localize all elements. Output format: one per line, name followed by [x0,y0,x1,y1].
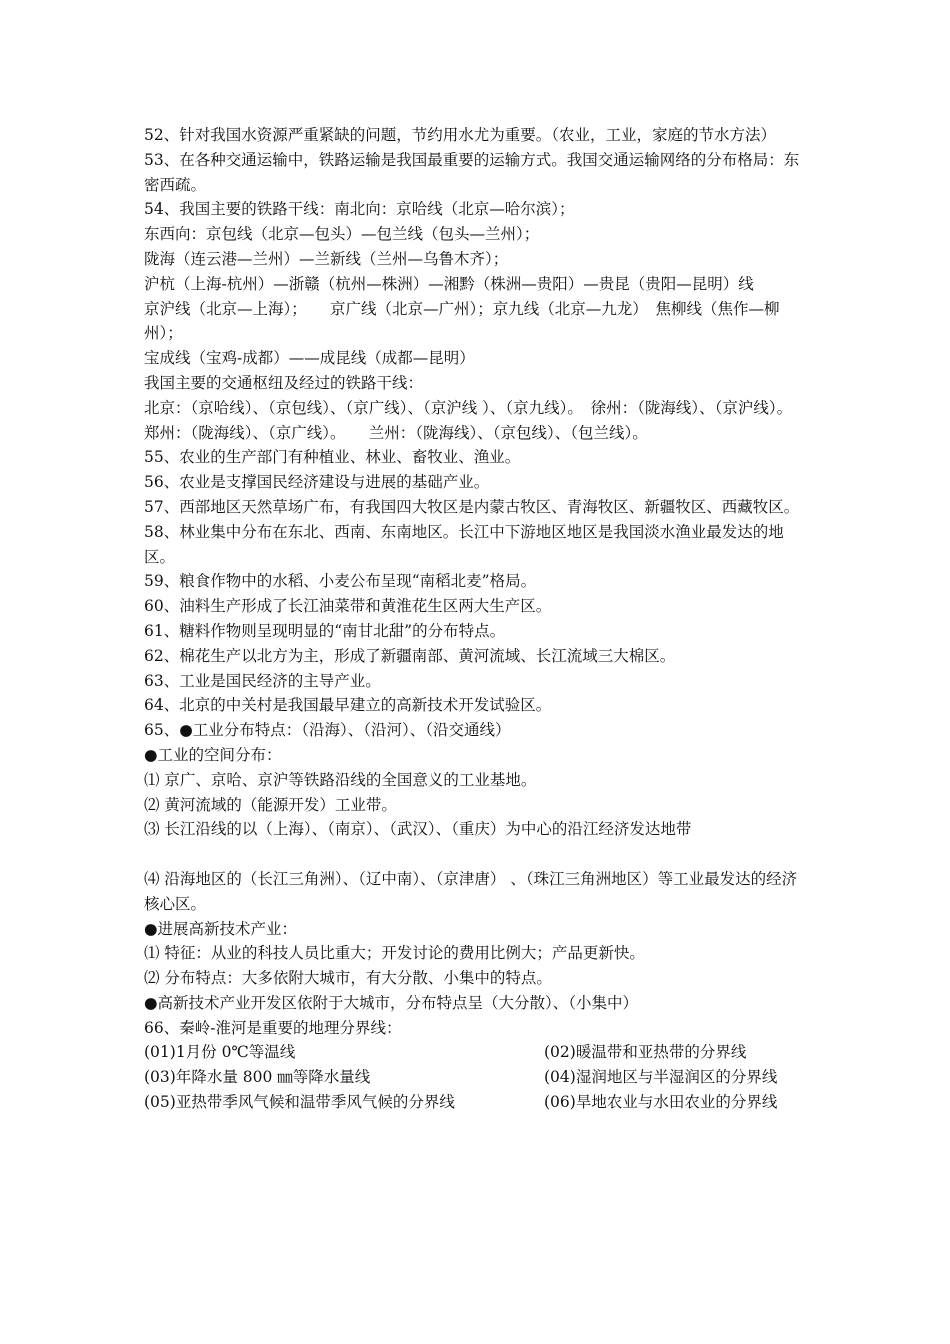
item-57: 57、西部地区天然草场广布，有我国四大牧区是内蒙古牧区、青海牧区、新疆牧区、西藏牧区。 [144,497,800,516]
boundary-item: (01)1月份 0℃等温线 [144,1043,296,1062]
item-52: 52、针对我国水资源严重紧缺的问题，节约用水尤为重要。（农业，工业，家庭的节水方法） [144,126,776,144]
blank-line [144,842,809,867]
industry-spatial-4: ⑷ 沿海地区的（长江三角洲）、（辽中南）、（京津唐） 、（珠江三角洲地区）等工业最发达的经济核心区。 [144,869,798,913]
railway-longhai: 陇海（连云港—兰州）—兰新线（兰州—乌鲁木齐）； [144,249,509,268]
hightech-zone: ●高新技术产业开发区依附于大城市，分布特点呈（大分散）、（小集中） [144,993,639,1012]
item-54: 54、我国主要的铁路干线：南北向：京哈线（北京—哈尔滨）； [144,200,575,219]
item-60: 60、油料生产形成了长江油菜带和黄淮花生区两大生产区。 [144,597,552,616]
railway-east-west: 东西向：京包线（北京—包头）—包兰线（包头—兰州）； [144,225,540,244]
boundary-item: (06)旱地农业与水田农业的分界线 [544,1093,778,1112]
boundary-item: (02)暖温带和亚热带的分界线 [544,1043,747,1062]
item-61: 61、糖料作物则呈现明显的“南甘北甜”的分布特点。 [144,621,506,640]
item-56: 56、农业是支撑国民经济建设与进展的基础产业。 [144,473,490,492]
railway-huhang: 沪杭（上海-杭州）—浙赣（杭州—株洲）—湘黔（株洲—贵阳）—贵昆（贵阳—昆明）线 [144,274,754,293]
document-body [144,123,809,1115]
item-65: 65、●工业分布特点：（沿海）、（沿河）、（沿交通线） [144,721,511,740]
item-58: 58、林业集中分布在东北、西南、东南地区。长江中下游地区地区是我国淡水渔业最发达的地区。 [144,522,784,566]
industry-spatial-2: ⑵ 黄河流域的（能源开发）工业带。 [144,795,397,814]
industry-spatial-1: ⑴ 京广、京哈、京沪等铁路沿线的全国意义的工业基地。 [144,770,537,789]
hubs-heading: 我国主要的交通枢纽及经过的铁路干线： [144,373,424,392]
hightech-heading: ●进展高新技术产业： [144,919,298,938]
hightech-distribution: ⑵ 分布特点：大多依附大城市，有大分散、小集中的特点。 [144,969,552,988]
boundary-row [144,1090,809,1115]
item-63: 63、工业是国民经济的主导产业。 [144,671,381,690]
industry-spatial-3: ⑶ 长江沿线的以（上海）、（南京）、（武汉）、（重庆）为中心的沿江经济发达地带 [144,820,692,839]
item-64: 64、北京的中关村是我国最早建立的高新技术开发试验区。 [144,696,552,715]
boundary-item: (04)湿润地区与半湿润区的分界线 [544,1068,778,1087]
railway-north-south: 京沪线（北京—上海）； 京广线（北京—广州）；京九线（北京—九龙） 焦柳线（焦作—柳州）； [144,299,780,343]
hubs-beijing-xuzhou: 北京：（京哈线）、（京包线）、（京广线）、（京沪线 ）、（京九线）。 徐州：（陇海线）、（京沪线）。 [144,398,793,417]
item-59: 59、粮食作物中的水稻、小麦公布呈现“南稻北麦”格局。 [144,572,537,591]
item-55: 55、农业的生产部门有种植业、林业、畜牧业、渔业。 [144,448,521,467]
item-66: 66、秦岭-淮河是重要的地理分界线： [144,1018,402,1037]
boundary-item: (05)亚热带季风气候和温带季风气候的分界线 [144,1093,455,1112]
hubs-zhengzhou-lanzhou: 郑州：（陇海线）、（京广线）。 兰州：（陇海线）、（京包线）、（包兰线）。 [144,423,648,442]
boundary-row [144,1065,809,1090]
hightech-feature: ⑴ 特征：从业的科技人员比重大；开发讨论的费用比例大；产品更新快。 [144,944,645,963]
boundary-row [144,1040,809,1065]
industry-spatial-heading: ●工业的空间分布： [144,745,282,764]
railway-baocheng: 宝成线（宝鸡-成都）——成昆线（成都—昆明） [144,349,475,368]
item-62: 62、棉花生产以北方为主，形成了新疆南部、黄河流域、长江流域三大棉区。 [144,646,676,665]
boundary-item: (03)年降水量 800 ㎜等降水量线 [144,1068,371,1087]
item-53: 53、在各种交通运输中，铁路运输是我国最重要的运输方式。我国交通运输网络的分布格局：东密西疏。 [144,150,800,194]
